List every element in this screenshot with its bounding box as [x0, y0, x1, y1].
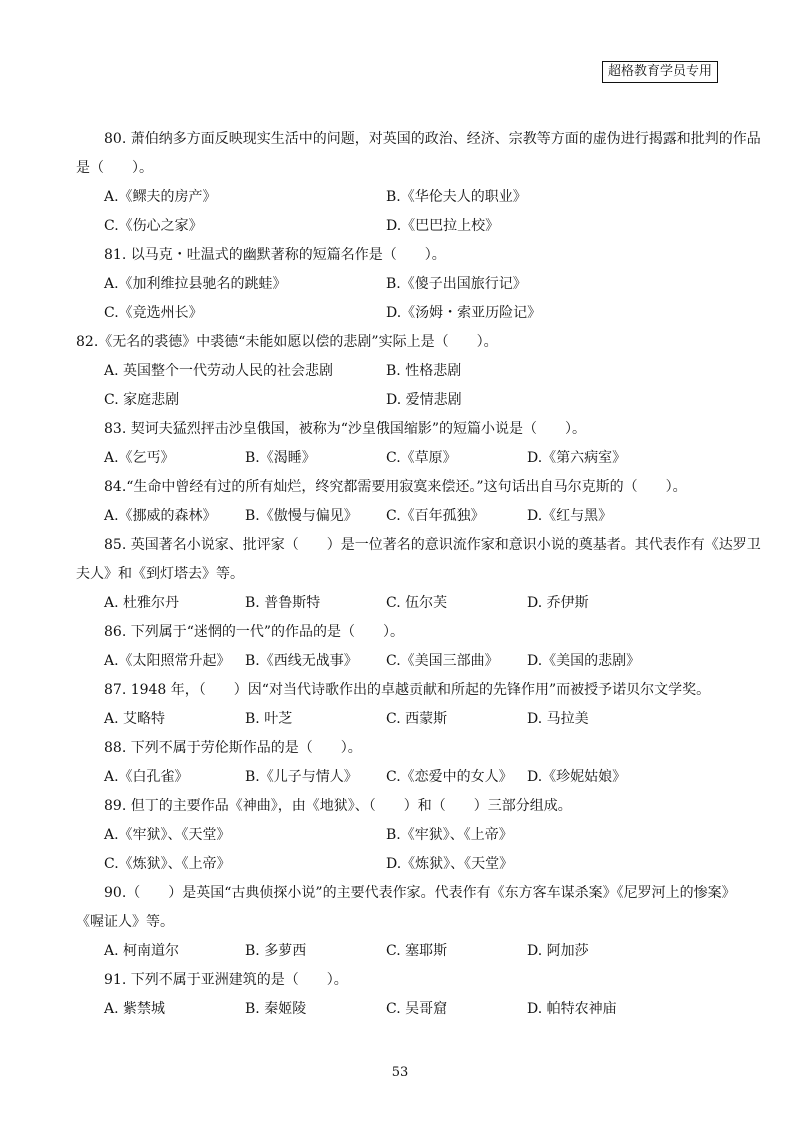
option-a: A. 杜雅尔丹 [104, 595, 180, 611]
option-a: A.《白孔雀》 [104, 769, 189, 785]
option-c: C.《百年孤独》 [386, 508, 485, 524]
option-a: A.《加利维拉县驰名的跳蛙》 [104, 276, 287, 292]
question-stem: 89. 但丁的主要作品《神曲》，由《地狱》、（ ）和（ ）三部分组成。 [104, 798, 572, 814]
option-c: C. 西蒙斯 [386, 711, 448, 727]
question-stem: 91. 下列不属于亚洲建筑的是（ ）。 [104, 972, 348, 988]
option-c: C.《美国三部曲》 [386, 653, 499, 669]
option-a: A.《太阳照常升起》 [104, 653, 231, 669]
question-stem: 80. 萧伯纳多方面反映现实生活中的问题，对英国的政治、经济、宗教等方面的虚伪进行揭露和批判的作品 [104, 131, 761, 147]
question-stem-continuation: 是（ ）。 [76, 160, 153, 176]
option-c: C.《炼狱》、《上帝》 [104, 856, 231, 872]
option-b: B. 性格悲剧 [386, 363, 462, 379]
option-a: A. 艾略特 [104, 711, 166, 727]
question-stem: 86. 下列属于“迷惘的一代”的作品的是（ ）。 [104, 624, 405, 640]
option-a: A. 柯南道尔 [104, 943, 180, 959]
question-stem: 85. 英国著名小说家、批评家（ ）是一位著名的意识流作家和意识小说的奠基者。其代表作有《达罗卫 [104, 537, 761, 553]
option-b: B.《华伦夫人的职业》 [386, 189, 527, 205]
option-b: B.《傲慢与偏见》 [245, 508, 358, 524]
question-stem-continuation: 夫人》和《到灯塔去》等。 [76, 566, 244, 582]
question-stem: 82.《无名的裘德》中裘德“未能如愿以偿的悲剧”实际上是（ ）。 [76, 334, 498, 350]
option-c: C.《草原》 [386, 450, 457, 466]
option-a: A.《挪威的森林》 [104, 508, 217, 524]
option-b: B.《儿子与情人》 [245, 769, 358, 785]
option-c: C.《竞选州长》 [104, 305, 203, 321]
option-d: D.《巴巴拉上校》 [386, 218, 500, 234]
option-b: B.《渴睡》 [245, 450, 316, 466]
question-stem-continuation: 《喔证人》等。 [76, 914, 174, 930]
option-d: D. 爱情悲剧 [386, 392, 462, 408]
option-b: B.《西线无战事》 [245, 653, 358, 669]
option-c: C. 家庭悲剧 [104, 392, 180, 408]
question-stem: 87. 1948 年，（ ）因“对当代诗歌作出的卓越贡献和所起的先锋作用”而被授予诺贝尔文学奖。 [104, 682, 711, 698]
question-stem: 84.“生命中曾经有过的所有灿烂，终究都需要用寂寞来偿还。”这句话出自马尔克斯的（ ）。 [104, 479, 687, 495]
option-a: A.《牢狱》、《天堂》 [104, 827, 231, 843]
option-b: B.《傻子出国旅行记》 [386, 276, 527, 292]
option-b: B.《牢狱》、《上帝》 [386, 827, 513, 843]
question-stem: 83. 契诃夫猛烈抨击沙皇俄国，被称为“沙皇俄国缩影”的短篇小说是（ ）。 [104, 421, 587, 437]
option-d: D.《珍妮姑娘》 [527, 769, 627, 785]
option-a: A. 英国整个一代劳动人民的社会悲剧 [104, 363, 334, 379]
option-d: D.《红与黑》 [527, 508, 613, 524]
option-d: D.《汤姆・索亚历险记》 [386, 305, 542, 321]
option-b: B. 普鲁斯特 [245, 595, 321, 611]
option-c: C. 吴哥窟 [386, 1001, 448, 1017]
option-d: D. 乔伊斯 [527, 595, 589, 611]
question-stem: 81. 以马克・吐温式的幽默著称的短篇名作是（ ）。 [104, 247, 446, 263]
option-a: A.《鳏夫的房产》 [104, 189, 217, 205]
page-number: 53 [391, 1065, 409, 1080]
option-b: B. 多萝西 [245, 943, 307, 959]
option-d: D. 马拉美 [527, 711, 589, 727]
option-c: C.《伤心之家》 [104, 218, 203, 234]
question-stem: 90.（ ）是英国“古典侦探小说”的主要代表作家。代表作有《东方客车谋杀案》《尼罗河上的惨案》 [104, 885, 736, 901]
option-b: B. 叶芝 [245, 711, 293, 727]
option-c: C. 塞耶斯 [386, 943, 448, 959]
option-a: A.《乞丐》 [104, 450, 175, 466]
option-d: D.《炼狱》、《天堂》 [386, 856, 514, 872]
option-d: D. 帕特农神庙 [527, 1001, 617, 1017]
option-a: A. 紫禁城 [104, 1001, 166, 1017]
option-d: D. 阿加莎 [527, 943, 589, 959]
option-d: D.《美国的悲剧》 [527, 653, 641, 669]
option-c: C.《恋爱中的女人》 [386, 769, 513, 785]
option-b: B. 秦姬陵 [245, 1001, 307, 1017]
option-c: C. 伍尔芙 [386, 595, 448, 611]
question-stem: 88. 下列不属于劳伦斯作品的是（ ）。 [104, 740, 362, 756]
option-d: D.《第六病室》 [527, 450, 627, 466]
header-badge: 超格教育学员专用 [602, 61, 718, 83]
